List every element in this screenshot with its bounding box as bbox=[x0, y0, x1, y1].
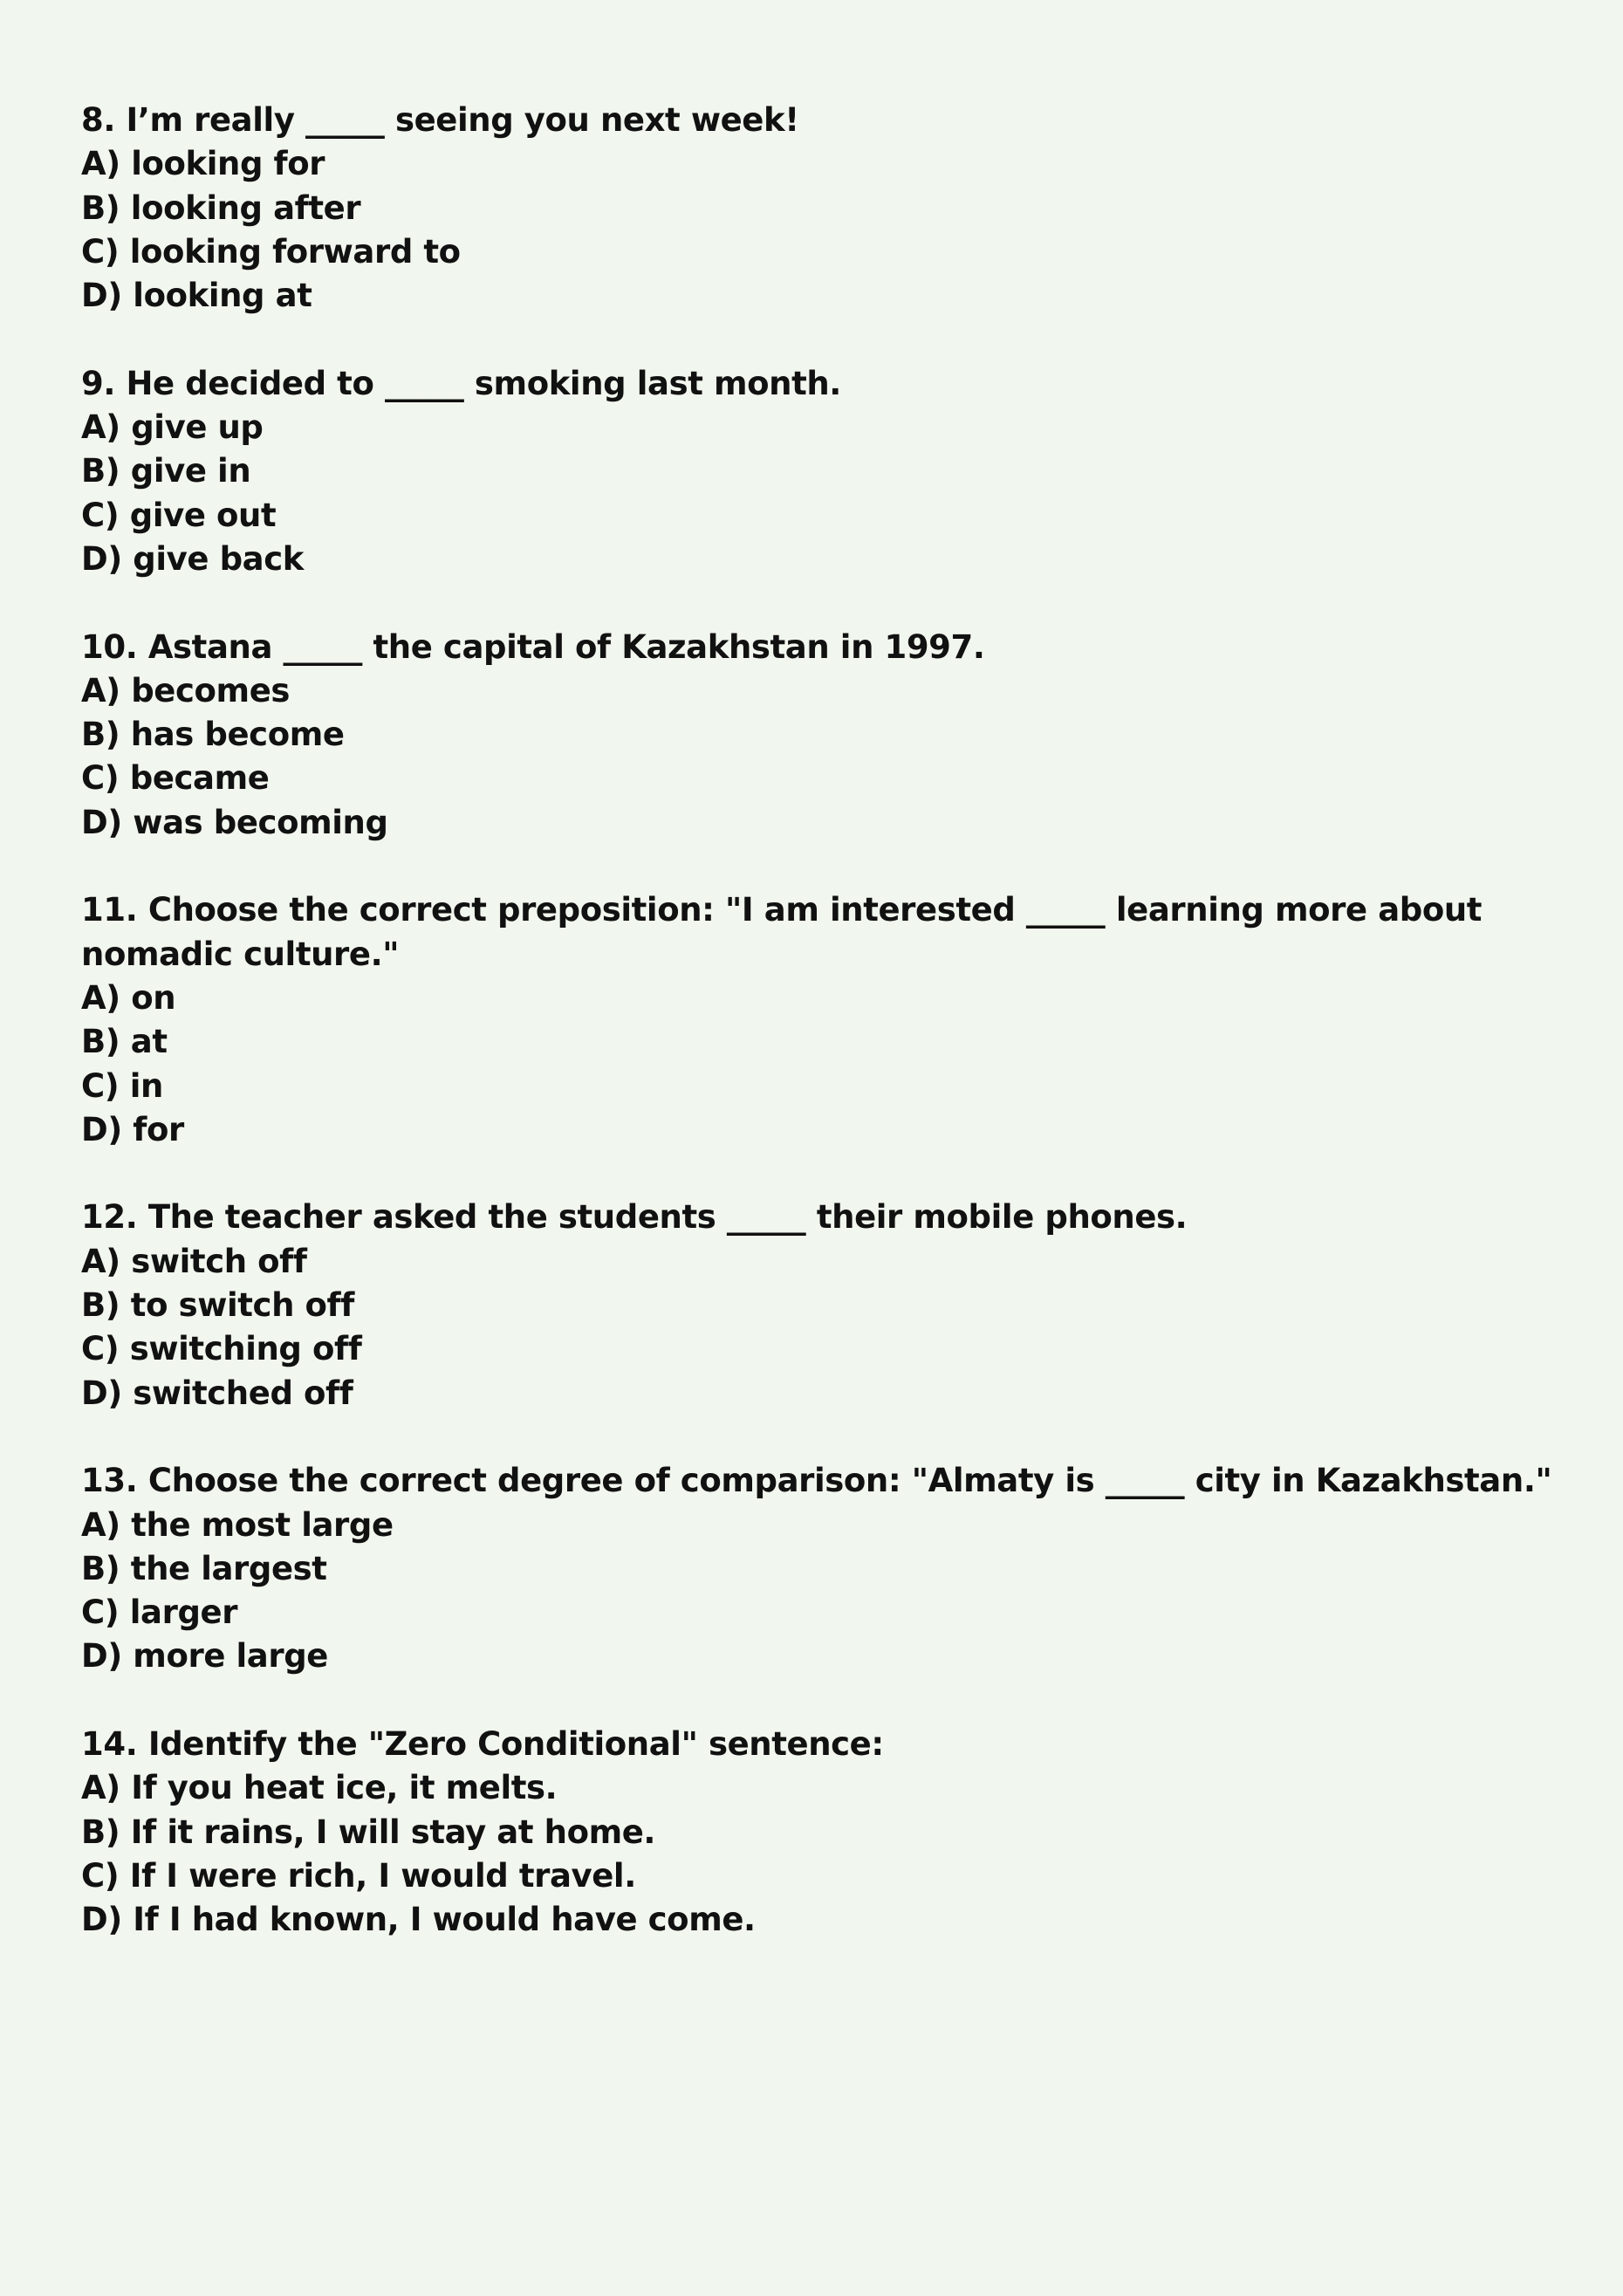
document-page bbox=[81, 99, 1556, 1986]
option-d: D) for bbox=[81, 1110, 184, 1148]
option-b: B) If it rains, I will stay at home. bbox=[81, 1813, 656, 1851]
option-c: C) If I were rich, I would travel. bbox=[81, 1856, 636, 1895]
option-d: D) switched off bbox=[81, 1374, 353, 1412]
option-a: A) becomes bbox=[81, 671, 291, 709]
option-c: C) give out bbox=[81, 496, 277, 534]
option-a: A) give up bbox=[81, 408, 264, 447]
option-d: D) was becoming bbox=[81, 803, 388, 841]
option-c: C) switching off bbox=[81, 1330, 362, 1368]
option-a: A) looking for bbox=[81, 145, 325, 183]
option-c: C) larger bbox=[81, 1593, 238, 1632]
option-a: A) on bbox=[81, 978, 176, 1017]
option-d: D) more large bbox=[81, 1637, 328, 1676]
option-b: B) at bbox=[81, 1023, 168, 1061]
option-d: D) looking at bbox=[81, 277, 312, 315]
option-b: B) the largest bbox=[81, 1549, 327, 1587]
question-stem: 14. Identify the "Zero Conditional" sentence: bbox=[81, 1724, 884, 1763]
option-d: D) If I had known, I would have come. bbox=[81, 1901, 756, 1939]
question-stem: 12. The teacher asked the students _____ their mobile phones. bbox=[81, 1198, 1188, 1237]
question-stem: 8. I’m really _____ seeing you next week! bbox=[81, 101, 799, 139]
question-9 bbox=[81, 362, 1556, 581]
option-b: B) has become bbox=[81, 716, 345, 754]
option-c: C) looking forward to bbox=[81, 232, 461, 271]
option-b: B) to switch off bbox=[81, 1286, 354, 1325]
option-d: D) give back bbox=[81, 539, 304, 578]
option-a: A) switch off bbox=[81, 1242, 307, 1280]
question-stem: 11. Choose the correct preposition: "I am interested _____ learning more about nomadic culture." bbox=[81, 891, 1483, 973]
question-12 bbox=[81, 1196, 1556, 1415]
question-11 bbox=[81, 888, 1556, 1152]
question-13 bbox=[81, 1459, 1556, 1678]
option-a: A) If you heat ice, it melts. bbox=[81, 1769, 558, 1807]
option-b: B) give in bbox=[81, 452, 251, 490]
option-c: C) became bbox=[81, 759, 270, 798]
option-a: A) the most large bbox=[81, 1505, 394, 1544]
question-8 bbox=[81, 99, 1556, 318]
option-c: C) in bbox=[81, 1066, 163, 1105]
option-b: B) looking after bbox=[81, 188, 361, 227]
question-stem: 13. Choose the correct degree of comparison: "Almaty is _____ city in Kazakhstan." bbox=[81, 1462, 1552, 1500]
question-10 bbox=[81, 626, 1556, 845]
question-stem: 10. Astana _____ the capital of Kazakhstan in 1997. bbox=[81, 627, 985, 666]
question-stem: 9. He decided to _____ smoking last month. bbox=[81, 364, 841, 402]
question-14 bbox=[81, 1723, 1556, 1942]
